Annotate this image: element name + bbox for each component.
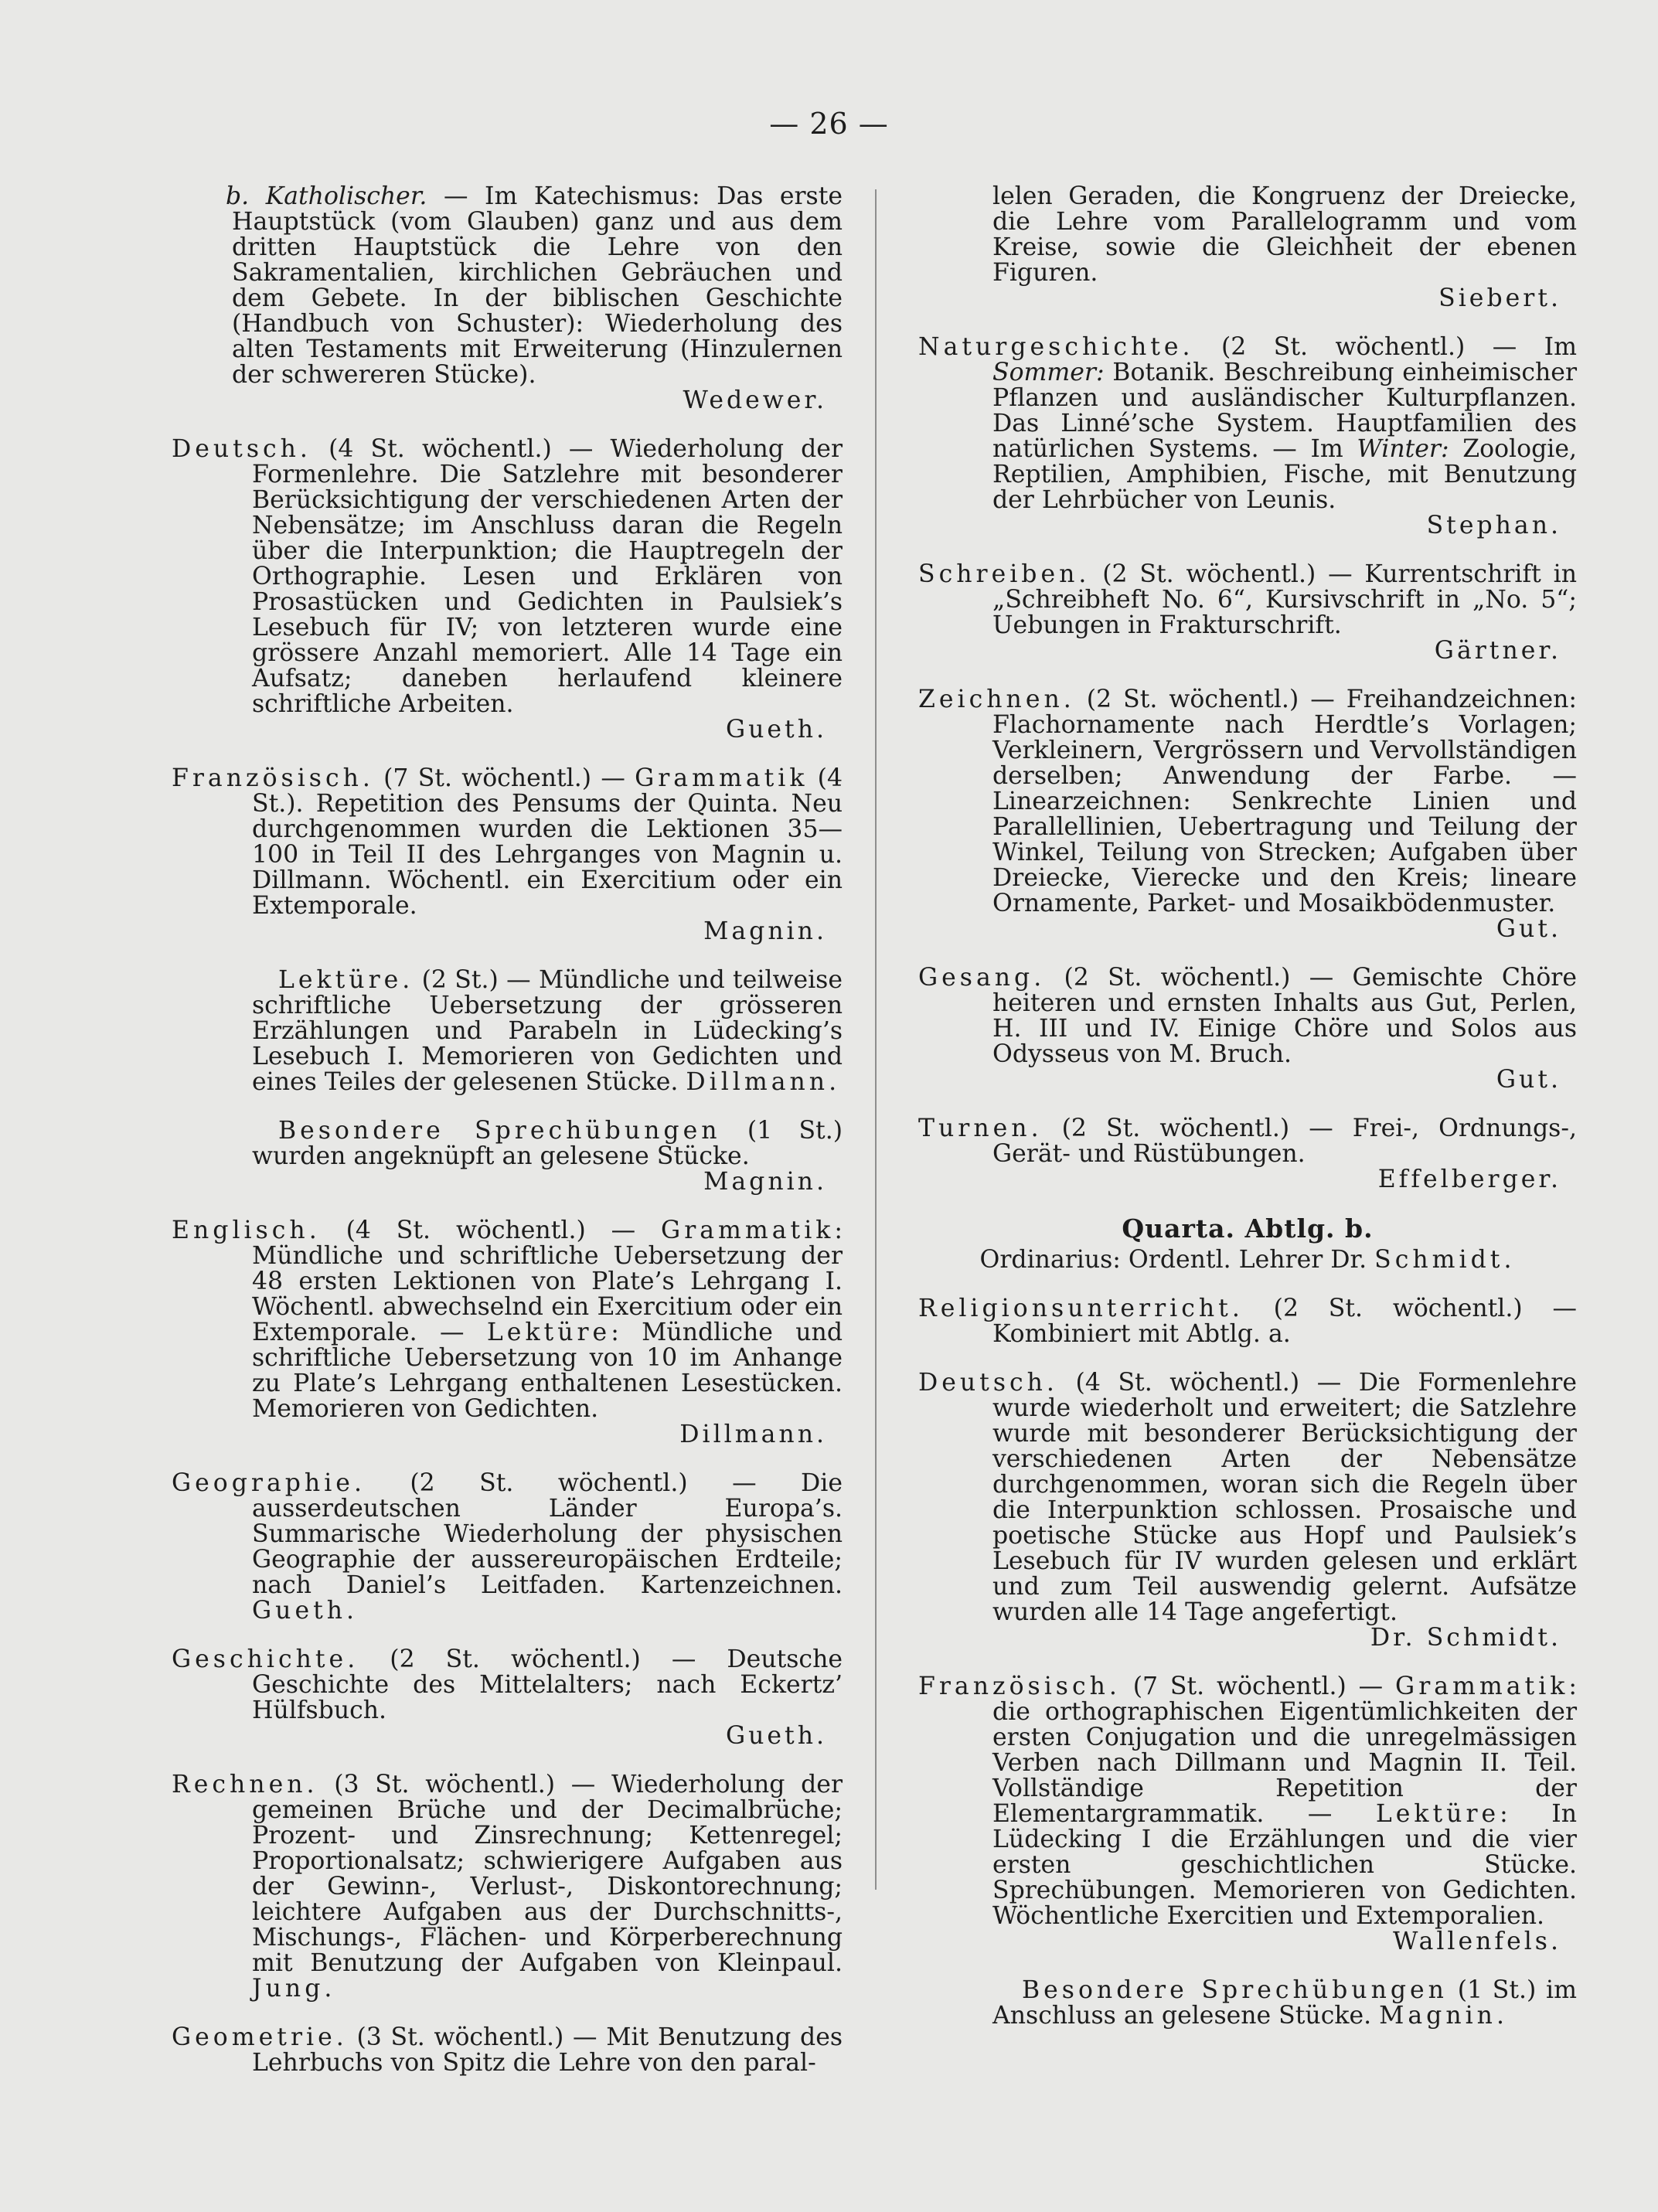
deutsch-teacher: Gueth. [725, 716, 827, 744]
section-franzoesisch [172, 766, 843, 944]
schreiben-teacher: Gärtner. [1434, 637, 1561, 665]
sprechuebungen-heading: Besondere Sprechübungen [278, 1117, 721, 1145]
geschichte-heading: Geschichte. [172, 1645, 359, 1673]
franzoesisch-b-lektuere: Lektüre [1375, 1800, 1500, 1828]
geometrie-teacher: Siebert. [1438, 284, 1561, 312]
naturgeschichte-text-a: (2 St. wöchentl.) — Im [1193, 333, 1577, 361]
franzoesisch-text-b: (4 St.). Repetition des Pensums der Quinta. Neu durchgenommen wurden die Lektionen 35—100 in Teil II des Lehrganges von Magnin u. Dillmann. Wöchentl. ein Exercitium oder ein Extemporale. [252, 764, 843, 920]
naturgeschichte-heading: Naturgeschichte. [918, 333, 1194, 361]
sprechuebungen-b-text: (1 St.) im Anschluss an gelesene Stücke. [992, 1976, 1577, 2030]
franzoesisch-b-teacher: Wallenfels. [1392, 1928, 1561, 1955]
column-divider [875, 189, 877, 1890]
geographie-heading: Geographie. [172, 1469, 366, 1497]
section-zeichnen [918, 687, 1577, 942]
turnen-text: (2 St. wöchentl.) — Frei-, Ordnungs-, Gerät- und Rüstübungen. [992, 1115, 1577, 1168]
section-turnen [918, 1116, 1577, 1193]
section-schreiben [918, 562, 1577, 664]
naturgeschichte-sommer: Sommer: [992, 359, 1105, 386]
geometrie-heading: Geometrie. [172, 2023, 348, 2051]
section-geometrie [172, 2025, 843, 2076]
englisch-text-b: : Mündliche und schriftliche Uebersetzung der 48 ersten Lektionen von Plate’s Lehrgang I. Wöchentl. abwechselnd ein Exercitium oder ein Extemporale. — [252, 1217, 843, 1346]
franzoesisch-teacher: Magnin. [703, 917, 827, 945]
sprechuebungen-b-teacher: Magnin. [1379, 2002, 1508, 2030]
englisch-text-c: : Mündliche und schriftliche Uebersetzung von 10 im Anhange zu Plate’s Lehrgang enthaltenen Lesestücken. Memorieren von Gedichten. [252, 1319, 843, 1423]
deutsch-b-teacher: Dr. Schmidt. [1370, 1624, 1561, 1652]
gesang-teacher: Gut. [1496, 1066, 1561, 1094]
sprechuebungen-b-heading: Besondere Sprechübungen [1022, 1976, 1448, 2004]
page-number: — 26 — [769, 107, 889, 141]
naturgeschichte-text-b: Botanik. Beschreibung einheimischer Pflanzen und ausländischer Kulturpflanzen. Das Linné’sche System. Hauptfamilien des natürlichen Systems. — Im [992, 359, 1577, 463]
zeichnen-text: (2 St. wöchentl.) — Freihandzeichnen: Flachornamente nach Herdtle’s Vorlagen; Verkleinern, Vergrössern und Vervollständigen derselben; Anwendung der Farbe. — Linearzeichnen: Senkrechte Linien und Parallellinien, Uebertragung und Teilung der Winkel, Teilung von Strecken; Aufgaben über Dreiecke, Vierecke und den Kreis; lineare Ornamente, Parket- und Mosaikbödenmuster. [992, 686, 1577, 917]
franzoesisch-b-grammatik: Grammatik [1395, 1673, 1569, 1700]
religion-heading: Religionsunterricht. [918, 1295, 1244, 1322]
section-geographie [172, 1471, 843, 1624]
deutsch-text: (4 St. wöchentl.) — Wiederholung der Formenlehre. Die Satzlehre mit besonderer Berücksichtigung der verschiedenen Arten der Nebensätze; im Anschluss daran die Regeln über die Interpunktion; die Hauptregeln der Orthographie. Lesen und Erklären von Prosastücken und Gedichten in Paulsiek’s Lesebuch für IV; von letzteren wurde eine grössere Anzahl memoriert. Alle 14 Tage ein Aufsatz; daneben herlaufend kleinere schriftliche Arbeiten. [252, 435, 843, 718]
schreiben-text: (2 St. wöchentl.) — Kurrentschrift in „Schreibheft No. 6“, Kursivschrift in „No. 5“; Uebungen in Frakturschrift. [992, 560, 1577, 639]
zeichnen-teacher: Gut. [1496, 915, 1561, 943]
ordinarius-name: Schmidt. [1374, 1246, 1516, 1274]
rechnen-text: (3 St. wöchentl.) — Wiederholung der gemeinen Brüche und der Decimalbrüche; Prozent- und Zinsrechnung; Kettenregel; Proportionalsatz; schwierigere Aufgaben aus der Gewinn-, Verlust-, Diskontorechnung; leichtere Aufgaben aus der Durchschnitts-, Mischungs-, Flächen- und Körperberechnung mit Benutzung der Aufgaben von Kleinpaul. [252, 1771, 843, 1977]
katholisch-teacher: Wedewer. [683, 386, 827, 414]
ordinarius-text: Ordinarius: Ordentl. Lehrer Dr. [979, 1246, 1375, 1274]
sprechuebungen-teacher: Magnin. [703, 1168, 827, 1196]
englisch-grammatik: Grammatik [661, 1217, 835, 1244]
section-deutsch [172, 437, 843, 743]
rechnen-heading: Rechnen. [172, 1771, 318, 1799]
left-column [172, 184, 843, 2099]
franzoesisch-text-a: (7 St. wöchentl.) — [373, 764, 635, 792]
section-deutsch-b [918, 1370, 1577, 1651]
section-geschichte [172, 1647, 843, 1749]
deutsch-b-text: (4 St. wöchentl.) — Die Formenlehre wurde wiederholt und erweitert; die Satzlehre wurde mit besonderer Berücksichtigung der verschiedenen Arten der Nebensätze durchgenommen, woran sich die Regeln über die Interpunktion schlossen. Prosaische und poetische Stücke aus Hopf und Paulsiek’s Lesebuch für IV wurden gelesen und erklärt und zum Teil auswendig gelernt. Aufsätze wurden alle 14 Tage angefertigt. [992, 1369, 1577, 1626]
naturgeschichte-text-c: Zoologie, Reptilien, Amphibien, Fische, mit Benutzung der Lehrbücher von Leunis. [992, 435, 1577, 514]
section-katholisch [172, 184, 843, 413]
deutsch-b-heading: Deutsch. [918, 1369, 1058, 1397]
section-sprechuebungen-b [918, 1978, 1577, 2029]
ordinarius-line [918, 1247, 1577, 1273]
englisch-lektuere: Lektüre [486, 1319, 611, 1346]
section-sprechuebungen [172, 1118, 843, 1195]
katholisch-label: b. Katholischer. [226, 182, 427, 210]
franzoesisch-b-heading: Französisch. [918, 1673, 1121, 1700]
lektuere-text: (2 St.) — Mündliche und teilweise schriftliche Uebersetzung der grösseren Erzählungen und Parabeln in Lüdecking’s Lesebuch I. Memorieren von Gedichten und eines Teiles der gelesenen Stücke. [252, 966, 843, 1096]
geschichte-text: (2 St. wöchentl.) — Deutsche Geschichte des Mittelalters; nach Eckertz’ Hülfsbuch. [252, 1645, 843, 1724]
section-lektuere [172, 968, 843, 1095]
lektuere-heading: Lektüre. [278, 966, 414, 994]
turnen-teacher: Effelberger. [1377, 1166, 1561, 1193]
katholisch-text: — Im Katechismus: Das erste Hauptstück (vom Glauben) ganz und aus dem dritten Hauptstück die Lehre von den Sakramentalien, kirchlichen Gebräuchen und dem Gebete. In der biblischen Geschichte (Handbuch von Schuster): Wiederholung des alten Testaments mit Erweiterung (Hinzulernen der schwereren Stücke). [232, 182, 843, 389]
zeichnen-heading: Zeichnen. [918, 686, 1075, 713]
geometrie-cont-text: lelen Geraden, die Kongruenz der Dreiecke, die Lehre vom Parallelogramm und vom Kreise, sowie die Gleichheit der ebenen Figuren. [992, 182, 1577, 287]
turnen-heading: Turnen. [918, 1115, 1043, 1142]
franzoesisch-b-text-c: : In Lüdecking I die Erzählungen und die vier ersten geschichtlichen Stücke. Sprechübungen. Memorieren von Gedichten. Wöchentliche Exercitien und Extemporalien. [992, 1800, 1577, 1930]
religion-text: (2 St. wöchentl.) — Kombiniert mit Abtlg. a. [992, 1295, 1577, 1348]
gesang-heading: Gesang. [918, 964, 1046, 992]
franzoesisch-heading: Französisch. [172, 764, 374, 792]
geographie-text: (2 St. wöchentl.) — Die ausserdeutschen Länder Europa’s. Summarische Wiederholung der physischen Geographie der aussereuropäischen Erdteile; nach Daniel’s Leitfaden. Kartenzeichnen. [252, 1469, 843, 1599]
englisch-heading: Englisch. [172, 1217, 321, 1244]
section-englisch [172, 1218, 843, 1448]
section-religion [918, 1296, 1577, 1347]
rechnen-teacher: Jung. [252, 1975, 336, 2003]
section-geometrie-continued [918, 184, 1577, 311]
schreiben-heading: Schreiben. [918, 560, 1091, 588]
section-gesang [918, 965, 1577, 1093]
geometrie-text: (3 St. wöchentl.) — Mit Benutzung des Lehrbuchs von Spitz die Lehre von den paral- [252, 2023, 843, 2077]
franzoesisch-b-text-b: : die orthographischen Eigentümlichkeiten der ersten Conjugation und die unregelmässigen Verben nach Dillmann und Magnin II. Teil. Vollständige Repetition der Elementargrammatik. — [992, 1673, 1577, 1828]
englisch-teacher: Dillmann. [679, 1421, 827, 1448]
franzoesisch-b-text-a: (7 St. wöchentl.) — [1120, 1673, 1396, 1700]
section-rechnen [172, 1772, 843, 2002]
quarta-title: Quarta. Abtlg. b. [1122, 1213, 1374, 1244]
section-franzoesisch-b [918, 1674, 1577, 1955]
englisch-text-a: (4 St. wöchentl.) — [320, 1217, 662, 1244]
right-column [918, 184, 1577, 2052]
geschichte-teacher: Gueth. [725, 1722, 827, 1750]
section-naturgeschichte [918, 335, 1577, 539]
geographie-teacher: Gueth. [252, 1597, 359, 1625]
deutsch-heading: Deutsch. [172, 435, 312, 463]
sprechuebungen-text: (1 St.) wurden angeknüpft an gelesene Stücke. [252, 1117, 843, 1170]
lektuere-teacher: Dillmann. [686, 1068, 841, 1096]
franzoesisch-grammatik: Grammatik [635, 764, 809, 792]
naturgeschichte-teacher: Stephan. [1426, 512, 1561, 539]
gesang-text: (2 St. wöchentl.) — Gemischte Chöre heiteren und ernsten Inhalts aus Gut, Perlen, H. III und IV. Einige Chöre und Solos aus Odysseus von M. Bruch. [992, 964, 1577, 1068]
naturgeschichte-winter: Winter: [1357, 435, 1449, 463]
